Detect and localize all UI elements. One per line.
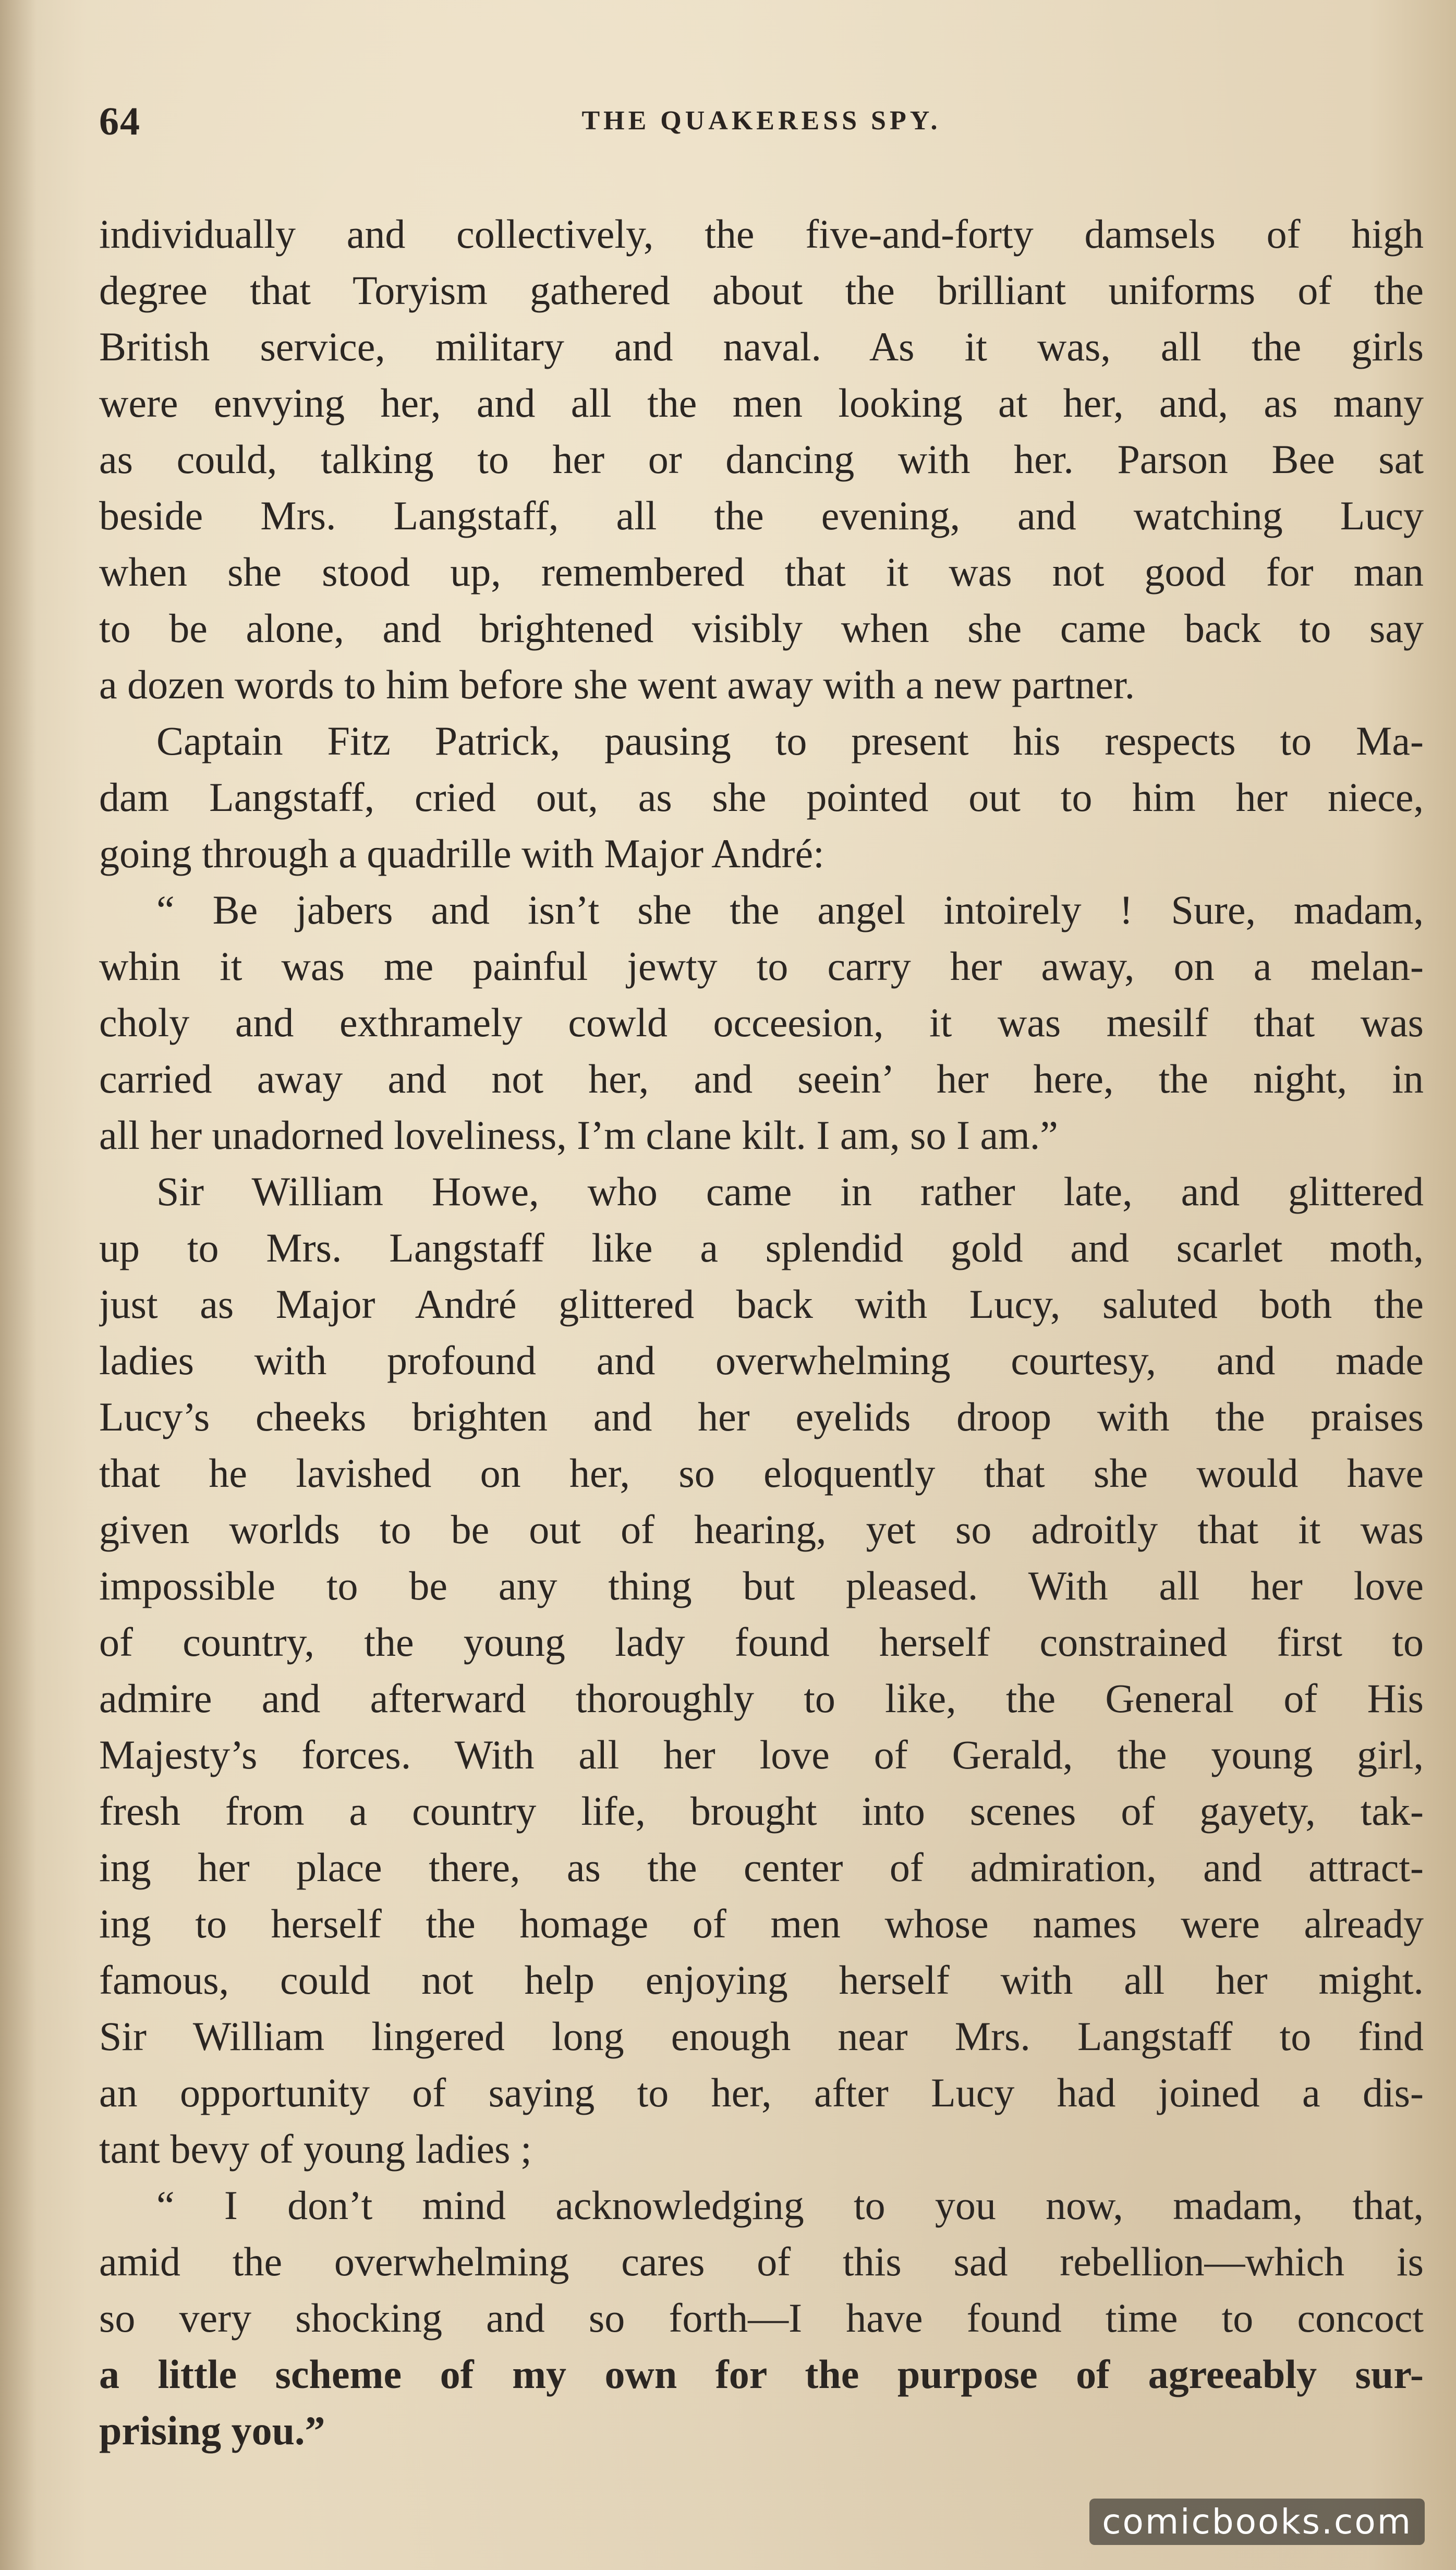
text-line: Majesty’s forces. With all her love of Gerald, the young girl, bbox=[99, 1732, 1424, 1777]
text-line: whin it was me painful jewty to carry her away, on a melan- bbox=[99, 943, 1424, 989]
text-line: “ I don’t mind acknowledging to you now, madam, that, bbox=[156, 2183, 1424, 2228]
text-line: so very shocking and so forth—I have found time to concoct bbox=[99, 2295, 1424, 2341]
page-spine-shadow bbox=[0, 0, 37, 2570]
text-line: fresh from a country life, brought into scenes of gayety, tak- bbox=[99, 1788, 1424, 1834]
text-line: ing her place there, as the center of admiration, and attract- bbox=[99, 1845, 1424, 1890]
text-line: when she stood up, remembered that it was not good for man bbox=[99, 549, 1424, 595]
text-line: British service, military and naval. As it was, all the girls bbox=[99, 324, 1424, 369]
text-line: to be alone, and brightened visibly when she came back to say bbox=[99, 605, 1424, 651]
text-line: amid the overwhelming cares of this sad rebellion—which is bbox=[99, 2239, 1424, 2284]
text-line: just as Major André glittered back with Lucy, saluted both the bbox=[99, 1281, 1424, 1327]
text-line: a little scheme of my own for the purpose of agreeably sur- bbox=[99, 2351, 1424, 2397]
page-header bbox=[99, 99, 1424, 151]
text-line: choly and exthramely cowld occeesion, it was mesilf that was bbox=[99, 1000, 1424, 1045]
text-line: as could, talking to her or dancing with her. Parson Bee sat bbox=[99, 437, 1424, 482]
text-line: dam Langstaff, cried out, as she pointed out to him her niece, bbox=[99, 774, 1424, 820]
page-number: 64 bbox=[99, 100, 141, 143]
text-line: Captain Fitz Patrick, pausing to present his respects to Ma- bbox=[156, 718, 1424, 763]
text-line: that he lavished on her, so eloquently that she would have bbox=[99, 1450, 1424, 1496]
text-line: Sir William Howe, who came in rather late, and glittered bbox=[156, 1169, 1424, 1214]
text-line: of country, the young lady found herself constrained first to bbox=[99, 1619, 1424, 1665]
text-line: carried away and not her, and seein’ her here, the night, in bbox=[99, 1056, 1424, 1101]
running-title: THE QUAKERESS SPY. bbox=[581, 106, 941, 136]
text-line: famous, could not help enjoying herself with all her might. bbox=[99, 1957, 1424, 2003]
text-line: ladies with profound and overwhelming courtesy, and made bbox=[99, 1338, 1424, 1383]
text-line: impossible to be any thing but pleased. With all her love bbox=[99, 1563, 1424, 1608]
text-line: were envying her, and all the men looking at her, and, as many bbox=[99, 380, 1424, 426]
text-line: ing to herself the homage of men whose names were already bbox=[99, 1901, 1424, 1946]
text-line: an opportunity of saying to her, after Lucy had joined a dis- bbox=[99, 2070, 1424, 2115]
text-line: individually and collectively, the five-and-forty damsels of high bbox=[99, 211, 1424, 257]
text-line: degree that Toryism gathered about the brilliant uniforms of the bbox=[99, 268, 1424, 313]
text-line: admire and afterward thoroughly to like, the General of His bbox=[99, 1676, 1424, 1721]
text-line: going through a quadrille with Major André: bbox=[99, 831, 824, 876]
watermark: comicbooks.com bbox=[1089, 2499, 1425, 2545]
text-line: given worlds to be out of hearing, yet so adroitly that it was bbox=[99, 1507, 1424, 1552]
text-line: “ Be jabers and isn’t she the angel intoirely ! Sure, madam, bbox=[156, 887, 1424, 932]
text-line: up to Mrs. Langstaff like a splendid gold and scarlet moth, bbox=[99, 1225, 1424, 1270]
body-text bbox=[99, 206, 1424, 2459]
text-line: a dozen words to him before she went away with a new partner. bbox=[99, 662, 1135, 707]
text-line: beside Mrs. Langstaff, all the evening, and watching Lucy bbox=[99, 493, 1424, 538]
text-line: all her unadorned loveliness, I’m clane kilt. I am, so I am.” bbox=[99, 1112, 1058, 1158]
text-line: prising you.” bbox=[99, 2408, 325, 2453]
text-line: Sir William lingered long enough near Mrs. Langstaff to find bbox=[99, 2014, 1424, 2059]
text-line: tant bevy of young ladies ; bbox=[99, 2126, 532, 2172]
text-line: Lucy’s cheeks brighten and her eyelids droop with the praises bbox=[99, 1394, 1424, 1439]
